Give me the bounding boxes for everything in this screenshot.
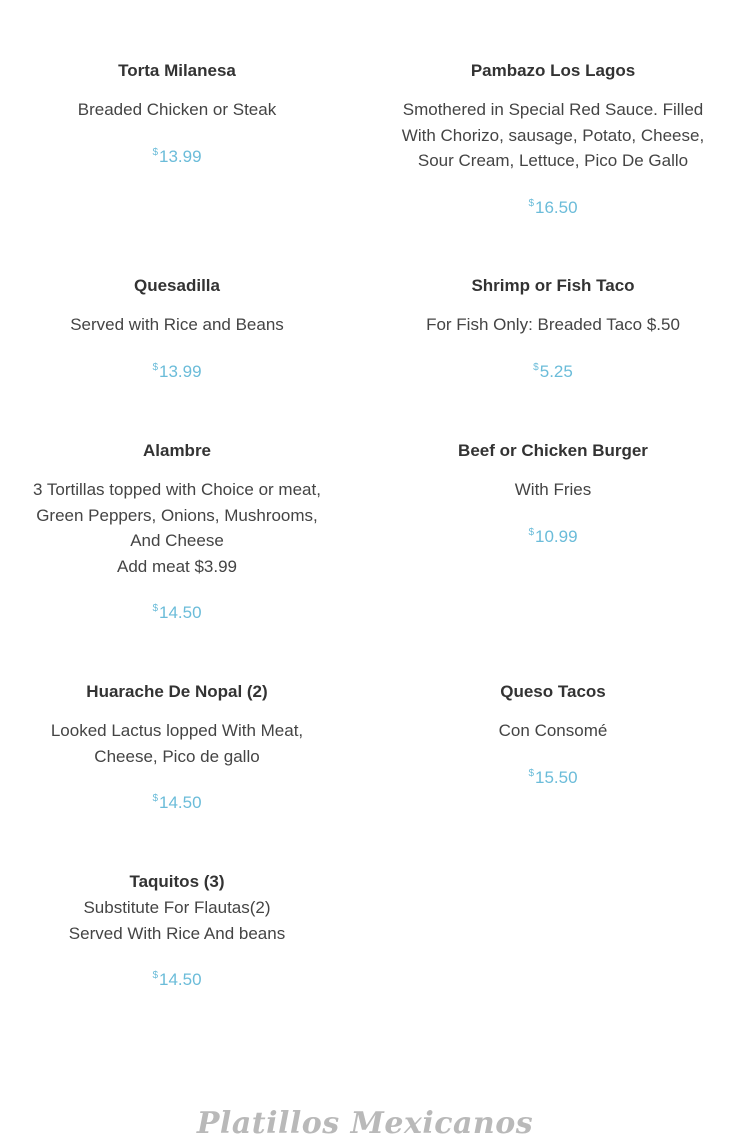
currency-symbol: $ xyxy=(152,361,158,373)
menu-item-pambazo-los-lagos xyxy=(388,58,718,220)
description-line: Sour Cream, Lettuce, Pico De Gallo xyxy=(417,151,689,170)
description-line: Smothered in Special Red Sauce. Filled xyxy=(402,100,704,119)
description-line: Add meat $3.99 xyxy=(116,556,238,576)
description-line: Substitute For Flautas(2) xyxy=(83,898,271,917)
item-description xyxy=(12,718,342,769)
item-price xyxy=(12,355,342,384)
price-value: 13.99 xyxy=(159,146,202,166)
description-line: For Fish Only: Breaded Taco $.50 xyxy=(426,315,680,334)
price-value: 14.50 xyxy=(159,970,202,989)
item-description xyxy=(12,312,342,338)
item-price xyxy=(12,140,342,169)
item-price xyxy=(12,963,342,992)
menu-item-beef-or-chicken-burger xyxy=(388,438,718,549)
item-price xyxy=(12,596,342,625)
description-line: With Fries xyxy=(514,480,592,499)
currency-symbol: $ xyxy=(152,793,158,804)
currency-symbol: $ xyxy=(152,970,158,981)
item-price xyxy=(388,355,718,384)
item-name: Queso Tacos xyxy=(500,682,606,701)
item-name: Beef or Chicken Burger xyxy=(458,441,648,460)
item-price xyxy=(388,520,718,549)
item-description xyxy=(388,97,718,174)
description-line: Served with Rice and Beans xyxy=(70,315,284,334)
description-line: Looked Lactus lopped With Meat, xyxy=(50,721,304,740)
price-value: 15.50 xyxy=(535,767,578,787)
item-description xyxy=(12,895,342,946)
description-line: Breaded Chicken or Steak xyxy=(77,100,277,119)
description-line: Green Peppers, Onions, Mushrooms, xyxy=(36,505,318,525)
price-value: 10.99 xyxy=(535,526,578,546)
item-name: Pambazo Los Lagos xyxy=(470,61,636,80)
currency-symbol: $ xyxy=(152,146,158,158)
price-value: 13.99 xyxy=(159,361,202,381)
menu-item-shrimp-or-fish-taco xyxy=(388,273,718,384)
item-name: Shrimp or Fish Taco xyxy=(471,276,635,295)
item-description xyxy=(388,718,718,744)
item-name: Huarache De Nopal (2) xyxy=(86,682,268,701)
item-name: Taquitos (3) xyxy=(129,872,225,891)
item-price xyxy=(12,786,342,815)
description-line: Cheese, Pico de gallo xyxy=(94,746,260,766)
menu-item-torta-milanesa xyxy=(12,58,342,169)
currency-symbol: $ xyxy=(533,361,539,373)
currency-symbol: $ xyxy=(152,603,158,614)
currency-symbol: $ xyxy=(528,197,534,209)
menu-item-quesadilla xyxy=(12,273,342,384)
menu-item-taquitos xyxy=(12,869,342,992)
item-description xyxy=(388,312,718,338)
menu-item-huarache-de-nopal xyxy=(12,679,342,815)
item-name: Quesadilla xyxy=(134,276,220,295)
description-line: Con Consomé xyxy=(498,721,608,740)
price-value: 5.25 xyxy=(539,361,573,381)
item-description xyxy=(12,97,342,123)
menu-item-alambre xyxy=(12,438,342,625)
description-line: Served With Rice And beans xyxy=(68,923,286,943)
item-name: Torta Milanesa xyxy=(118,61,236,80)
description-line: With Chorizo, sausage, Potato, Cheese, xyxy=(401,125,705,145)
currency-symbol: $ xyxy=(528,526,534,538)
item-description xyxy=(12,477,342,579)
price-value: 16.50 xyxy=(535,197,578,217)
section-heading: Platillos Mexicanos xyxy=(196,1106,534,1141)
menu-item-queso-tacos xyxy=(388,679,718,790)
item-price xyxy=(388,191,718,220)
price-value: 14.50 xyxy=(159,603,202,622)
item-description xyxy=(388,477,718,503)
item-name: Alambre xyxy=(142,441,212,460)
description-line: 3 Tortillas topped with Choice or meat, xyxy=(33,480,321,499)
description-line: And Cheese xyxy=(130,531,224,550)
price-value: 14.50 xyxy=(159,793,202,812)
item-price xyxy=(388,761,718,790)
currency-symbol: $ xyxy=(528,767,534,779)
